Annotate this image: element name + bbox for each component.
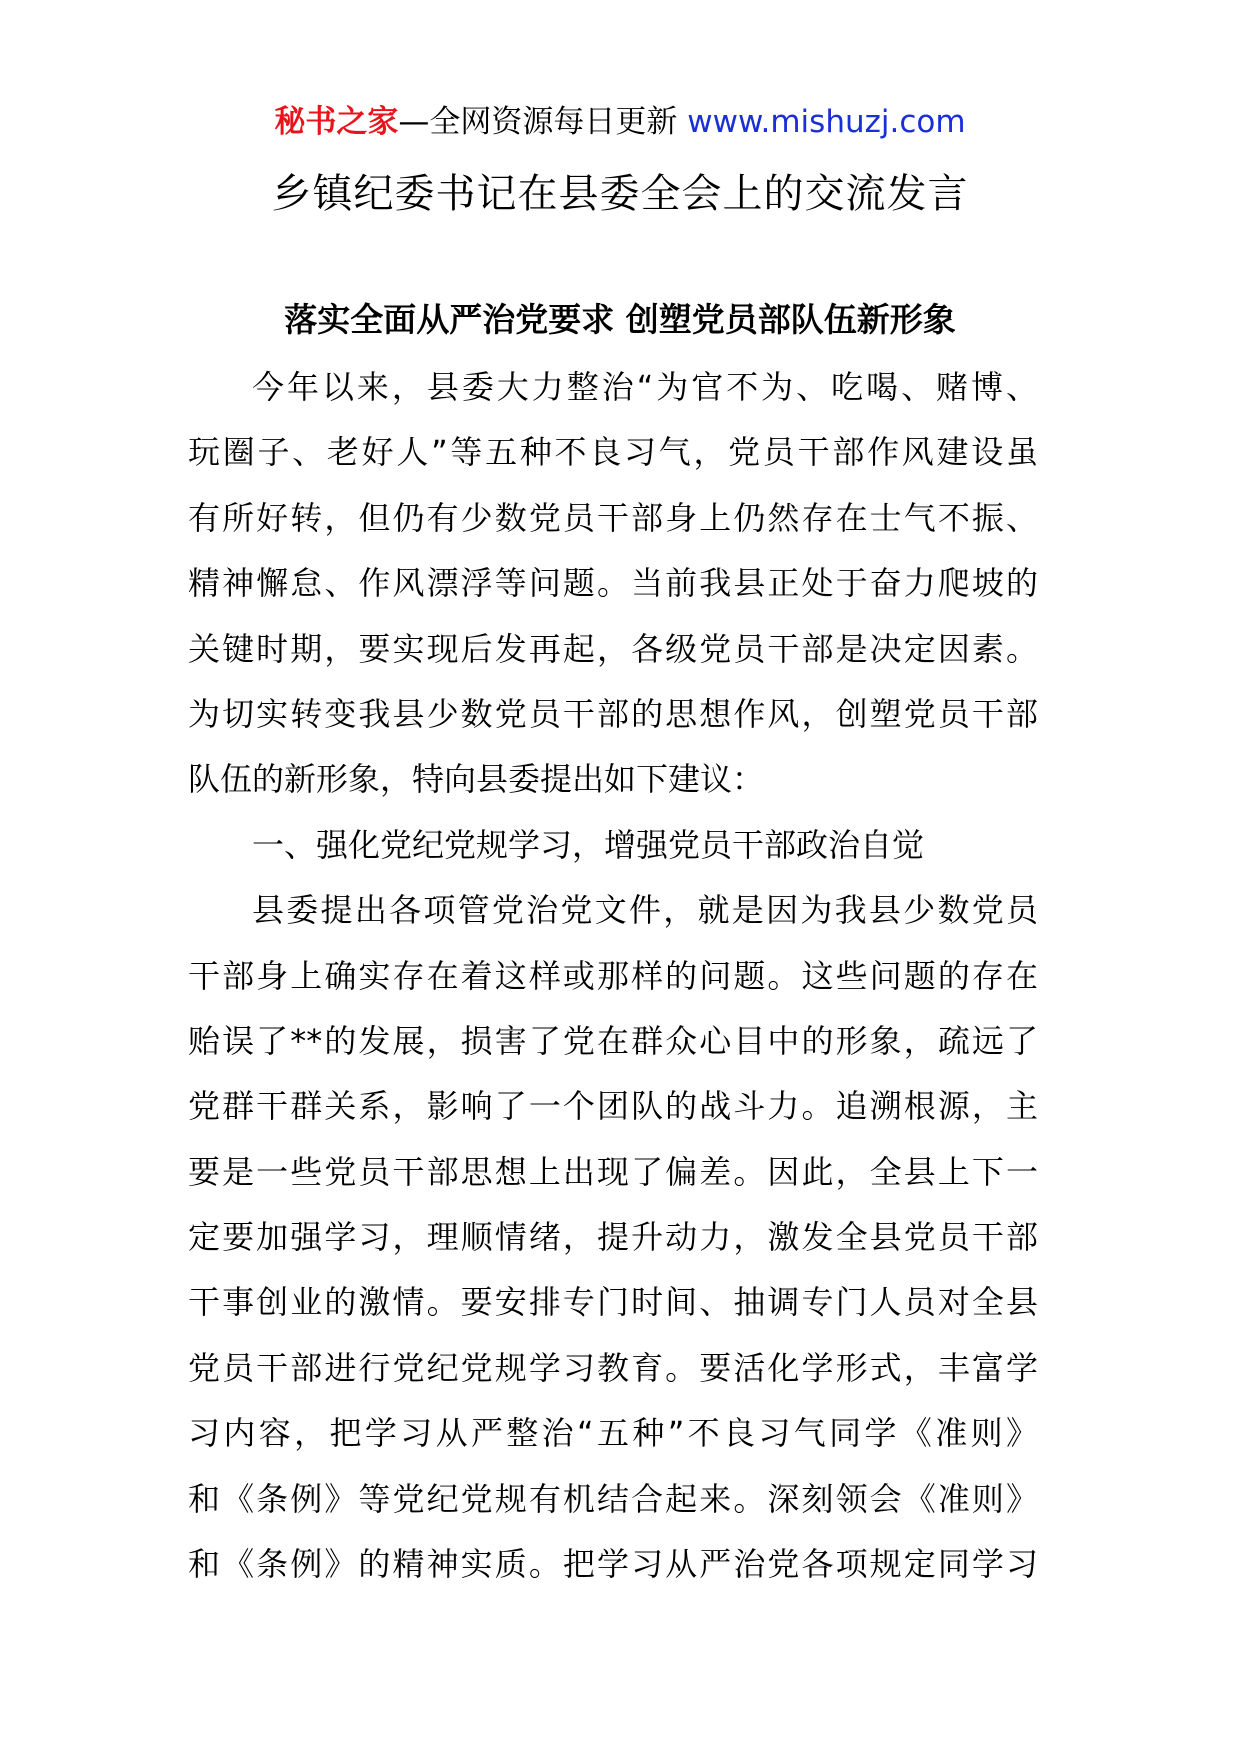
header-tagline: —全网资源每日更新 — [398, 104, 688, 140]
document-subtitle: 落实全面从严治党要求 创塑党员部队伍新形象 — [284, 300, 956, 339]
body-line: 党员干部进行党纪党规学习教育。要活化学形式，丰富学 — [188, 1348, 1038, 1387]
document-body — [188, 355, 1038, 1597]
body-line: 关键时期，要实现后发再起，各级党员干部是决定因素。 — [188, 629, 1038, 668]
body-line: 县委提出各项管党治党文件，就是因为我县少数党员 — [252, 891, 1038, 930]
body-line: 队伍的新形象，特向县委提出如下建议： — [188, 760, 765, 799]
section-heading: 一、强化党纪党规学习，增强党员干部政治自觉 — [252, 825, 925, 864]
body-line: 党群干群关系，影响了一个团队的战斗力。追溯根源，主 — [188, 1087, 1038, 1126]
body-line: 干部身上确实存在着这样或那样的问题。这些问题的存在 — [188, 956, 1038, 995]
body-line: 为切实转变我县少数党员干部的思想作风，创塑党员干部 — [188, 694, 1038, 733]
body-line: 贻误了**的发展，损害了党在群众心目中的形象，疏远了 — [188, 1021, 1038, 1060]
document-title: 乡镇纪委书记在县委全会上的交流发言 — [271, 171, 969, 217]
body-line: 玩圈子、老好人”等五种不良习气，党员干部作风建设虽 — [188, 433, 1038, 472]
body-line: 有所好转，但仍有少数党员干部身上仍然存在士气不振、 — [188, 498, 1038, 537]
body-line: 要是一些党员干部思想上出现了偏差。因此，全县上下一 — [188, 1152, 1038, 1191]
body-line: 定要加强学习，理顺情绪，提升动力，激发全县党员干部 — [188, 1218, 1038, 1257]
body-line: 精神懈怠、作风漂浮等问题。当前我县正处于奋力爬坡的 — [188, 564, 1038, 603]
body-line: 和《条例》的精神实质。把学习从严治党各项规定同学习 — [188, 1545, 1038, 1584]
body-line: 习内容，把学习从严整治“五种”不良习气同学《准则》 — [188, 1414, 1038, 1453]
site-header — [0, 100, 1240, 144]
body-line: 和《条例》等党纪党规有机结合起来。深刻领会《准则》 — [188, 1479, 1038, 1518]
body-line: 今年以来，县委大力整治“为官不为、吃喝、赌博、 — [252, 368, 1038, 406]
brand-name: 秘书之家 — [274, 104, 399, 140]
body-line: 干事创业的激情。要安排专门时间、抽调专门人员对全县 — [188, 1283, 1038, 1322]
site-url: www.mishuzj.com — [687, 104, 966, 140]
